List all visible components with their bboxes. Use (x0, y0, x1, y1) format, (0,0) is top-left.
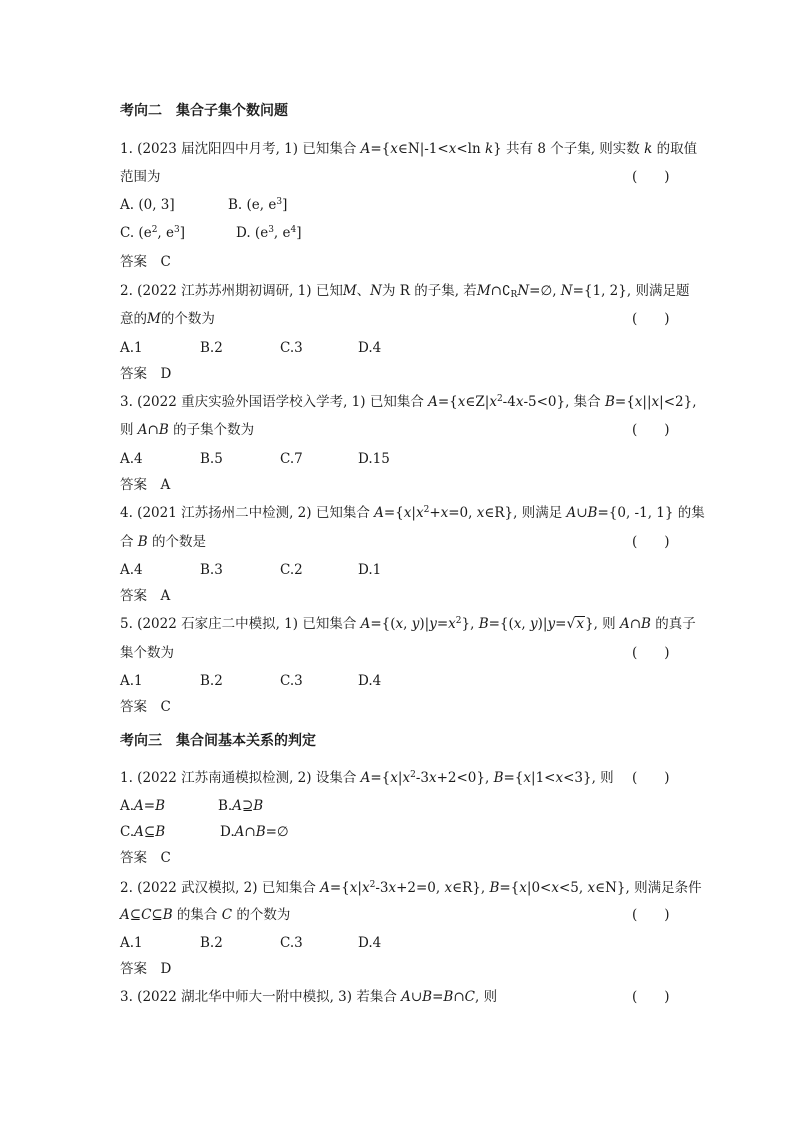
answer-bracket: ( ) (632, 907, 670, 923)
question-1-options-row-2 (120, 224, 302, 242)
option-d: D.4 (358, 340, 382, 356)
question-3-line-1: 3. (2022 重庆实验外国语学校入学考, 1) 已知集合 $A=\{x\in Z|x^2-4x-5<0\}$, 集合 B={x||x|<2}, (120, 394, 697, 410)
option-a: A.1 (120, 935, 143, 951)
option-a: A.1 (120, 673, 143, 689)
question-4-line-2: 合 B 的个数是 (120, 534, 207, 550)
option-c: C.7 (280, 451, 303, 467)
question-4-options (120, 561, 381, 579)
question-3-line-2: 则 A∩B 的子集个数为 (120, 422, 255, 438)
question-1-options-row-1 (120, 797, 263, 815)
question-3-line-1: 3. (2022 湖北华中师大一附中模拟, 3) 若集合 A∪B=B∩C, 则 (120, 989, 498, 1005)
question-2-line-2: A⊆C⊆B 的集合 C 的个数为 (120, 907, 291, 923)
question-3-options (120, 450, 390, 468)
option-d: D.4 (358, 935, 382, 951)
answer-bracket: ( ) (632, 645, 670, 661)
answer-text: 答案 A (120, 477, 171, 493)
question-1-options-row-1 (120, 196, 287, 214)
question-4-line-1: 4. (2021 江苏扬州二中检测, 2) 已知集合 $A=\{x|x^2+x=0$, x∈R}, 则满足 A∪B={0, -1, 1} 的集 (120, 505, 705, 521)
option-c: C. ($e^2$, $e^3$] (120, 225, 186, 241)
option-c: C.A⊆B (120, 824, 166, 840)
option-b: B.A⊇B (218, 798, 264, 814)
answer-text: 答案 C (120, 699, 171, 715)
question-1-line-1: 1. (2022 江苏南通模拟检测, 2) 设集合 $A=\{x|x^2-3x+2<0\}$, B={x|1<x<3}, 则 (120, 770, 614, 786)
option-a: A.4 (120, 562, 143, 578)
answer-text: 答案 C (120, 850, 171, 866)
option-c: C.3 (280, 340, 303, 356)
question-1-line-2: 范围为 (120, 169, 161, 185)
question-2-options (120, 339, 381, 357)
option-a: A.A=B (120, 798, 166, 814)
answer-text: 答案 C (120, 254, 171, 270)
option-c: C.2 (280, 562, 303, 578)
option-b: B.2 (200, 673, 223, 689)
option-b: B.2 (200, 935, 223, 951)
question-2-line-1: 2. (2022 武汉模拟, 2) 已知集合 $A=\{x|x^2-3x+2=0$, x∈R}, B={x|0<x<5, x∈N}, 则满足条件 (120, 880, 702, 896)
question-1-line-1: 1. (2023 届沈阳四中月考, 1) 已知集合 A={x∈N|-1<x<ln k} 共有 8 个子集, 则实数 k 的取值 (120, 141, 698, 157)
answer-bracket: ( ) (632, 169, 670, 185)
answer-bracket: ( ) (632, 770, 670, 786)
option-b: B.3 (200, 562, 223, 578)
question-1-options-row-2 (120, 823, 289, 841)
question-2-line-1: 2. (2022 江苏苏州期初调研, 1) 已知M、N为 R 的子集, 若$M\cap∁_RN=\emptyset$, N={1, 2}, 则满足题 (120, 283, 690, 300)
option-d: D.1 (358, 562, 382, 578)
question-2-options (120, 934, 381, 952)
answer-text: 答案 A (120, 588, 171, 604)
question-2-line-2: 意的M的个数为 (120, 311, 215, 327)
answer-bracket: ( ) (632, 989, 670, 1005)
option-b: B. (e, $e^3$] (228, 197, 288, 213)
answer-bracket: ( ) (632, 311, 670, 327)
answer-text: 答案 D (120, 961, 172, 977)
question-5-options (120, 672, 381, 690)
answer-bracket: ( ) (632, 422, 670, 438)
question-5-line-2: 集个数为 (120, 645, 174, 661)
section-title: 考向三 集合间基本关系的判定 (120, 733, 316, 749)
option-c: C.3 (280, 673, 303, 689)
option-d: D.A∩B=∅ (220, 824, 289, 840)
question-5-line-1: 5. (2022 石家庄二中模拟, 1) 已知集合 A={(x, $y)|y=x^2$}, B={(x, y)|y=√x}, 则 A∩B 的真子 (120, 616, 696, 632)
option-d: D. ($e^3$, $e^4$] (236, 225, 302, 241)
option-b: B.5 (200, 451, 223, 467)
section-title: 考向二 集合子集个数问题 (120, 103, 288, 119)
option-c: C.3 (280, 935, 303, 951)
answer-bracket: ( ) (632, 534, 670, 550)
option-d: D.4 (358, 673, 382, 689)
answer-text: 答案 D (120, 366, 172, 382)
option-a: A.4 (120, 451, 143, 467)
option-a: A.1 (120, 340, 143, 356)
option-b: B.2 (200, 340, 223, 356)
option-a: A. (0, 3] (120, 197, 175, 213)
option-d: D.15 (358, 451, 390, 467)
